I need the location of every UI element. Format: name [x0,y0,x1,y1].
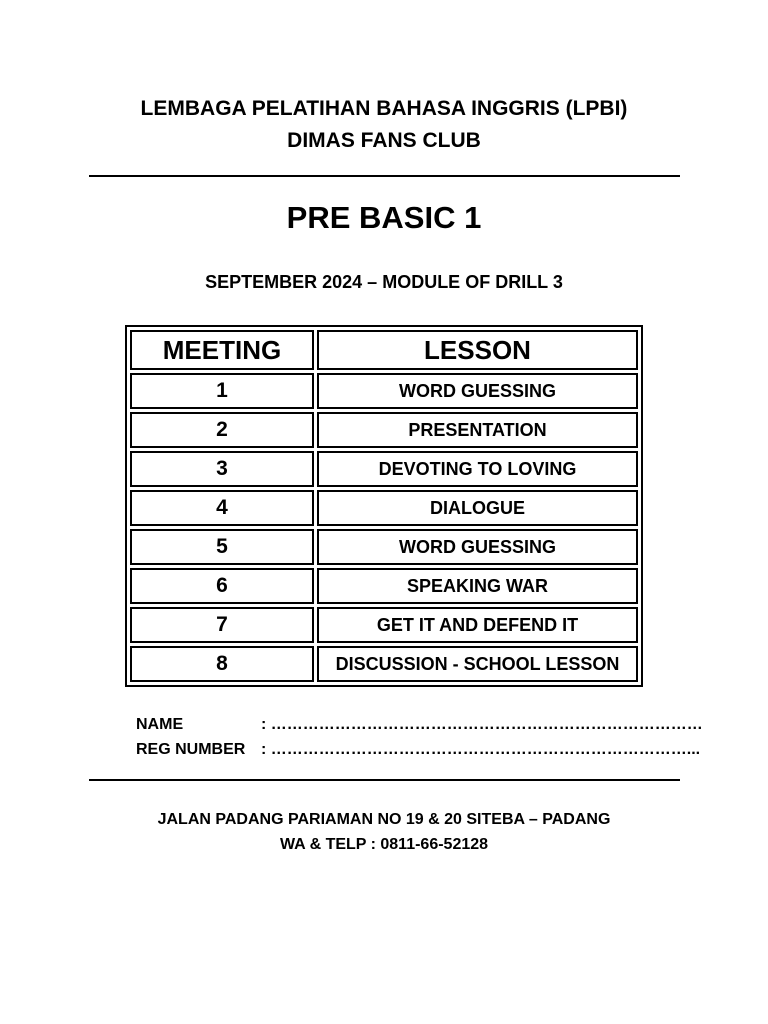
meeting-number: 6 [130,568,314,604]
lesson-name: GET IT AND DEFEND IT [317,607,638,643]
lesson-name: DIALOGUE [317,490,638,526]
contact-phone: WA & TELP : 0811-66-52128 [279,836,489,853]
table-row [130,646,638,682]
table-row [130,568,638,604]
meeting-number: 5 [130,529,314,565]
table-row [130,607,638,643]
meeting-number: 1 [130,373,314,409]
meeting-number: 4 [130,490,314,526]
reg-number-label: REG NUMBER [136,741,246,758]
club-name: DIMAS FANS CLUB [287,129,481,152]
lesson-name: WORD GUESSING [317,529,638,565]
table-row [130,490,638,526]
name-field [136,714,703,736]
address: JALAN PADANG PARIAMAN NO 19 & 20 SITEBA – PADANG [157,811,611,828]
lesson-table-body [130,373,638,682]
table-row [130,373,638,409]
lesson-name: SPEAKING WAR [317,568,638,604]
table-header-row [130,330,638,370]
organization-name: LEMBAGA PELATIHAN BAHASA INGGRIS (LPBI) [140,97,628,120]
table-row [130,451,638,487]
lesson-name: DISCUSSION - SCHOOL LESSON [317,646,638,682]
lesson-name: DEVOTING TO LOVING [317,451,638,487]
lesson-name: PRESENTATION [317,412,638,448]
top-divider [89,175,680,177]
meeting-number: 2 [130,412,314,448]
lesson-table [125,325,643,687]
meeting-column-header: MEETING [130,330,314,370]
bottom-divider [89,779,680,781]
table-row [130,529,638,565]
table-row [130,412,638,448]
page-title: PRE BASIC 1 [286,200,482,235]
name-label: NAME [136,716,184,733]
name-blank: : ……………………………………………………………………… [261,716,703,733]
meeting-number: 3 [130,451,314,487]
meeting-number: 7 [130,607,314,643]
reg-number-field [136,739,701,761]
lesson-column-header: LESSON [317,330,638,370]
meeting-number: 8 [130,646,314,682]
page-subtitle: SEPTEMBER 2024 – MODULE OF DRILL 3 [205,272,563,292]
lesson-name: WORD GUESSING [317,373,638,409]
reg-number-blank: : ……………………………………………………………………... [261,741,701,758]
